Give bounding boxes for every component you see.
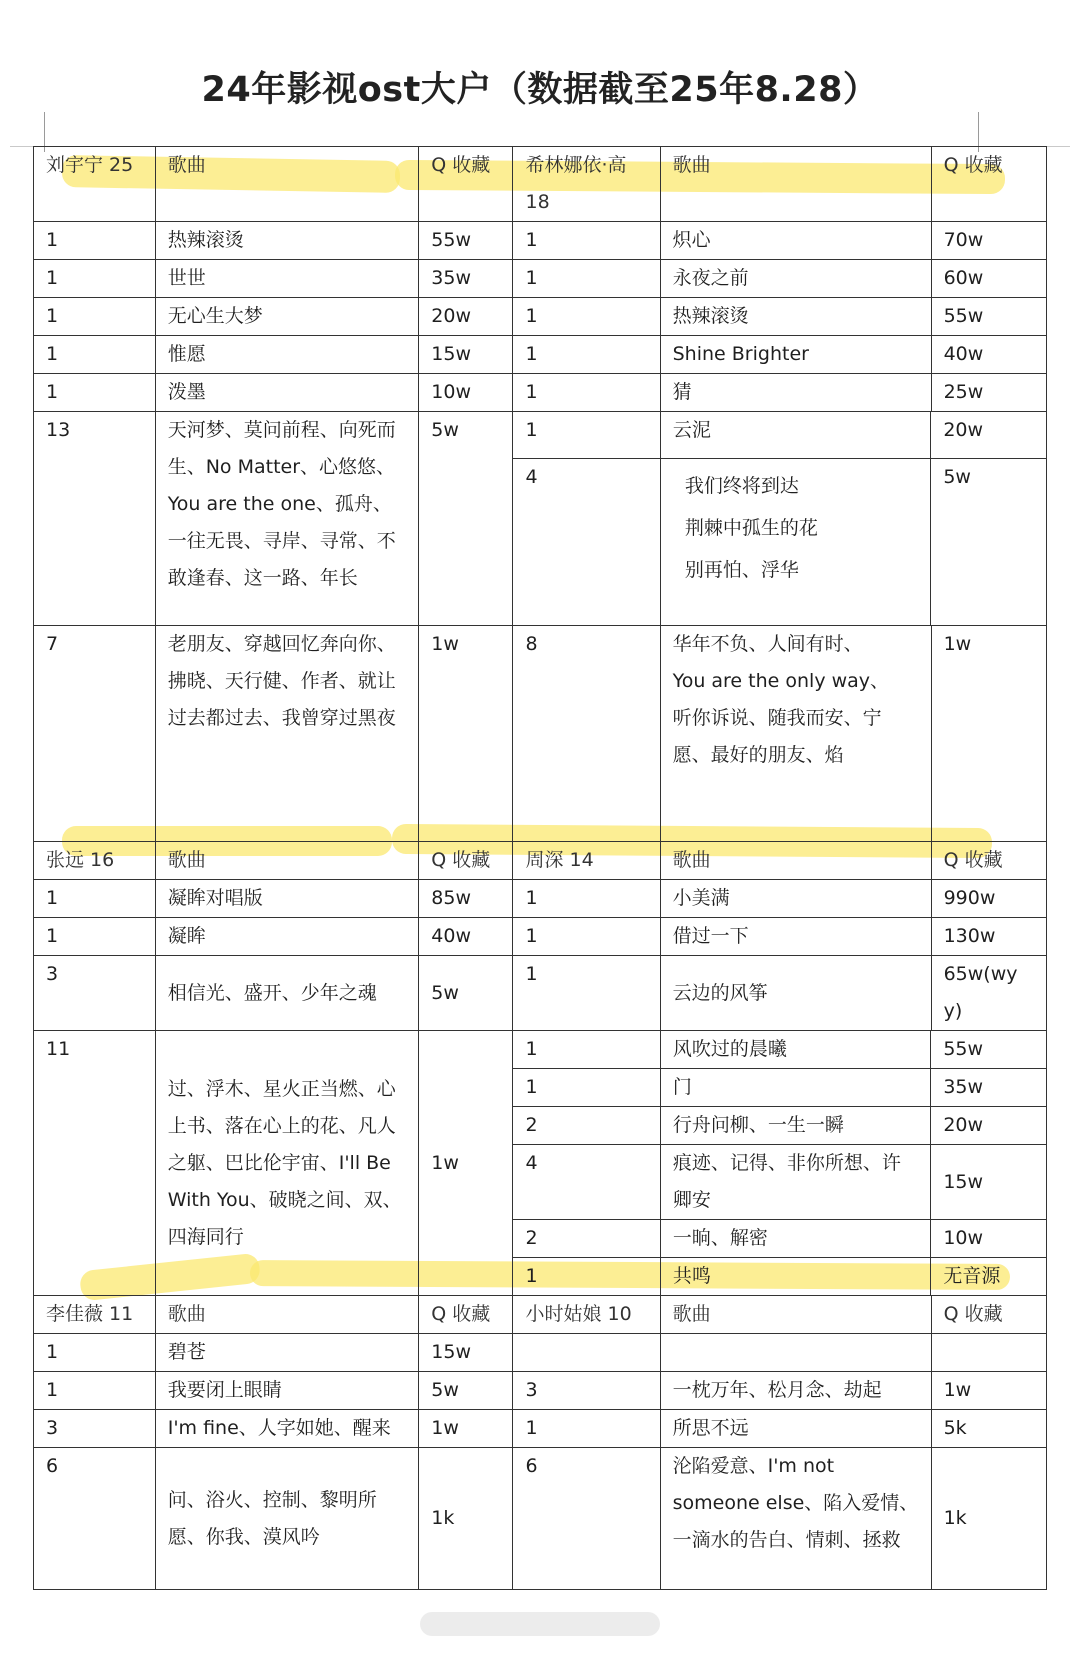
count-cell: 1 bbox=[34, 298, 156, 336]
count-cell: 1 bbox=[513, 374, 660, 412]
q-column-header: Q 收藏 bbox=[931, 1296, 1046, 1334]
q-cell: 5w bbox=[931, 458, 1046, 625]
song-cell: 痕迹、记得、非你所想、许卿安 bbox=[660, 1145, 930, 1220]
table-row bbox=[34, 918, 1047, 956]
q-cell: 130w bbox=[931, 918, 1046, 956]
song-cell: 炽心 bbox=[660, 222, 931, 260]
count-cell: 1 bbox=[34, 336, 156, 374]
q-cell: 40w bbox=[931, 336, 1046, 374]
song-column-header: 歌曲 bbox=[660, 147, 931, 222]
song-cell: 我要闭上眼睛 bbox=[155, 1372, 419, 1410]
ost-table bbox=[33, 146, 1047, 1590]
nested-cell bbox=[513, 1031, 1047, 1296]
q-cell: 1w bbox=[419, 1410, 513, 1448]
table-row bbox=[513, 1145, 1046, 1220]
song-cell: 相信光、盛开、少年之魂 bbox=[155, 956, 419, 1031]
song-cell: 碧苍 bbox=[155, 1334, 419, 1372]
song-cell: 借过一下 bbox=[660, 918, 931, 956]
song-cell: 凝眸对唱版 bbox=[155, 880, 419, 918]
q-column-header: Q 收藏 bbox=[419, 1296, 513, 1334]
count-cell: 6 bbox=[513, 1448, 660, 1590]
song-cell: 风吹过的晨曦 bbox=[660, 1031, 930, 1069]
count-cell: 1 bbox=[34, 918, 156, 956]
song-cell: 一晌、解密 bbox=[660, 1220, 930, 1258]
q-cell: 15w bbox=[419, 336, 513, 374]
count-cell: 3 bbox=[34, 1410, 156, 1448]
song-cell: 沦陷爱意、I'm not someone else、陷入爱情、一滴水的告白、情刺、拯救 bbox=[660, 1448, 931, 1590]
q-cell: 85w bbox=[419, 880, 513, 918]
q-cell: 15w bbox=[419, 1334, 513, 1372]
table-row bbox=[34, 412, 1047, 626]
song-cell bbox=[660, 1334, 931, 1372]
table-row bbox=[34, 298, 1047, 336]
q-cell: 1w bbox=[419, 1031, 513, 1296]
q-cell: 25w bbox=[931, 374, 1046, 412]
count-cell: 6 bbox=[34, 1448, 156, 1590]
count-cell: 1 bbox=[34, 222, 156, 260]
song-line: 别再怕、浮华 bbox=[684, 558, 799, 581]
song-cell: 永夜之前 bbox=[660, 260, 931, 298]
song-line: 我们终将到达 bbox=[684, 474, 799, 497]
song-cell: 惟愿 bbox=[155, 336, 419, 374]
q-cell: 5w bbox=[419, 1372, 513, 1410]
table-row bbox=[513, 1220, 1046, 1258]
nested-cell bbox=[513, 412, 1047, 626]
song-column-header: 歌曲 bbox=[155, 842, 419, 880]
section-header-row bbox=[34, 842, 1047, 880]
q-cell: 5w bbox=[419, 956, 513, 1031]
song-cell: I'm fine、人字如她、醒来 bbox=[155, 1410, 419, 1448]
table-row bbox=[34, 374, 1047, 412]
table-row bbox=[34, 260, 1047, 298]
artist-header: 希林娜依·高18 bbox=[513, 147, 660, 222]
q-cell: 1k bbox=[419, 1448, 513, 1590]
q-cell: 35w bbox=[419, 260, 513, 298]
table-row bbox=[513, 412, 1046, 458]
count-cell: 1 bbox=[34, 374, 156, 412]
count-cell: 4 bbox=[513, 458, 660, 625]
count-cell: 2 bbox=[513, 1220, 660, 1258]
q-column-header: Q 收藏 bbox=[931, 842, 1046, 880]
q-cell: 15w bbox=[931, 1145, 1046, 1220]
table-row bbox=[34, 222, 1047, 260]
section-header-row bbox=[34, 147, 1047, 222]
song-cell: 无心生大梦 bbox=[155, 298, 419, 336]
count-cell: 1 bbox=[513, 336, 660, 374]
q-cell: 20w bbox=[931, 1107, 1046, 1145]
artist-header: 张远 16 bbox=[34, 842, 156, 880]
count-cell: 1 bbox=[525, 419, 538, 441]
song-column-header: 歌曲 bbox=[660, 842, 931, 880]
count-cell: 3 bbox=[34, 956, 156, 1031]
song-cell: 共鸣 bbox=[660, 1258, 930, 1296]
count-cell: 1 bbox=[513, 918, 660, 956]
song-cell: 猜 bbox=[660, 374, 931, 412]
count-cell: 1 bbox=[513, 1410, 660, 1448]
q-cell: 10w bbox=[419, 374, 513, 412]
artist-header: 李佳薇 11 bbox=[34, 1296, 156, 1334]
table-row bbox=[513, 458, 1046, 625]
song-cell bbox=[660, 458, 930, 625]
count-cell: 1 bbox=[525, 1038, 538, 1060]
table-row bbox=[34, 956, 1047, 1031]
table-row bbox=[34, 1448, 1047, 1590]
count-cell: 1 bbox=[34, 260, 156, 298]
count-cell: 1 bbox=[513, 956, 660, 1031]
song-column-header: 歌曲 bbox=[155, 147, 419, 222]
count-cell: 4 bbox=[513, 1145, 660, 1220]
q-cell: 1k bbox=[931, 1448, 1046, 1590]
song-cell: 世世 bbox=[155, 260, 419, 298]
song-cell: 热辣滚烫 bbox=[155, 222, 419, 260]
table-row bbox=[513, 1258, 1046, 1296]
home-indicator bbox=[420, 1612, 660, 1636]
q-cell: 990w bbox=[931, 880, 1046, 918]
table-row bbox=[34, 1031, 1047, 1296]
table-row bbox=[34, 880, 1047, 918]
count-cell: 3 bbox=[513, 1372, 660, 1410]
q-cell: 10w bbox=[931, 1220, 1046, 1258]
q-cell: 20w bbox=[419, 298, 513, 336]
nested-table bbox=[513, 1031, 1046, 1295]
count-cell: 13 bbox=[34, 412, 156, 626]
song-cell: 一枕万年、松月念、劫起 bbox=[660, 1372, 931, 1410]
table-row bbox=[513, 1107, 1046, 1145]
count-cell: 7 bbox=[34, 626, 156, 842]
artist-header: 小时姑娘 10 bbox=[513, 1296, 660, 1334]
q-cell: 60w bbox=[931, 260, 1046, 298]
song-cell: 门 bbox=[660, 1069, 930, 1107]
count-cell bbox=[513, 1334, 660, 1372]
section-header-row bbox=[34, 1296, 1047, 1334]
q-cell: 55w bbox=[931, 1031, 1046, 1069]
q-cell: 55w bbox=[419, 222, 513, 260]
q-column-header: Q 收藏 bbox=[419, 842, 513, 880]
q-cell: 65w(wyy) bbox=[931, 956, 1046, 1031]
q-cell: 20w bbox=[931, 412, 1046, 458]
song-cell: 天河梦、莫问前程、向死而生、No Matter、心悠悠、You are the one、孤舟、一往无畏、寻岸、寻常、不敢逢春、这一路、年长 bbox=[155, 412, 419, 626]
song-cell: 老朋友、穿越回忆奔向你、拂晓、天行健、作者、就让过去都过去、我曾穿过黑夜 bbox=[155, 626, 419, 842]
count-cell: 1 bbox=[513, 1258, 660, 1296]
q-cell bbox=[931, 1334, 1046, 1372]
table-row bbox=[513, 1069, 1046, 1107]
song-cell: 小美满 bbox=[660, 880, 931, 918]
artist-header: 周深 14 bbox=[513, 842, 660, 880]
q-cell: 40w bbox=[419, 918, 513, 956]
song-cell: 云边的风筝 bbox=[660, 956, 931, 1031]
count-cell: 8 bbox=[513, 626, 660, 842]
song-cell: 过、浮木、星火正当燃、心上书、落在心上的花、凡人之躯、巴比伦宇宙、I'll Be With You、破晓之间、双、四海同行 bbox=[155, 1031, 419, 1296]
count-cell: 1 bbox=[34, 1334, 156, 1372]
q-cell: 1w bbox=[419, 626, 513, 842]
song-cell: 所思不远 bbox=[660, 1410, 931, 1448]
q-cell: 5w bbox=[419, 412, 513, 626]
count-cell: 1 bbox=[513, 880, 660, 918]
q-cell: 55w bbox=[931, 298, 1046, 336]
song-column-header: 歌曲 bbox=[155, 1296, 419, 1334]
page-title: 24年影视ost大户（数据截至25年8.28） bbox=[201, 70, 879, 110]
table-row bbox=[34, 1410, 1047, 1448]
table-row bbox=[34, 626, 1047, 842]
count-cell: 1 bbox=[34, 1372, 156, 1410]
song-line: 荆棘中孤生的花 bbox=[684, 516, 818, 539]
song-cell: 凝眸 bbox=[155, 918, 419, 956]
q-column-header: Q 收藏 bbox=[419, 147, 513, 222]
count-cell: 11 bbox=[34, 1031, 156, 1296]
count-cell: 1 bbox=[513, 222, 660, 260]
song-cell: 热辣滚烫 bbox=[660, 298, 931, 336]
q-cell: 1w bbox=[931, 1372, 1046, 1410]
table-row bbox=[34, 1334, 1047, 1372]
q-cell: 无音源 bbox=[931, 1258, 1046, 1296]
table-row bbox=[34, 336, 1047, 374]
q-cell: 35w bbox=[931, 1069, 1046, 1107]
song-cell: Shine Brighter bbox=[660, 336, 931, 374]
song-cell: 华年不负、人间有时、You are the only way、听你诉说、随我而安、宁愿、最好的朋友、焰 bbox=[660, 626, 931, 842]
table-row bbox=[513, 1031, 1046, 1069]
song-column-header: 歌曲 bbox=[660, 1296, 931, 1334]
artist-header: 刘宇宁 25 bbox=[34, 147, 156, 222]
count-cell: 2 bbox=[513, 1107, 660, 1145]
q-cell: 1w bbox=[931, 626, 1046, 842]
q-column-header: Q 收藏 bbox=[931, 147, 1046, 222]
nested-table bbox=[513, 412, 1046, 625]
q-cell: 5k bbox=[931, 1410, 1046, 1448]
song-cell: 行舟问柳、一生一瞬 bbox=[660, 1107, 930, 1145]
song-cell: 泼墨 bbox=[155, 374, 419, 412]
song-cell: 云泥 bbox=[660, 412, 930, 458]
count-cell: 1 bbox=[34, 880, 156, 918]
song-cell: 问、浴火、控制、黎明所愿、你我、漠风吟 bbox=[155, 1448, 419, 1590]
q-cell: 70w bbox=[931, 222, 1046, 260]
count-cell: 1 bbox=[513, 260, 660, 298]
table-row bbox=[34, 1372, 1047, 1410]
count-cell: 1 bbox=[513, 298, 660, 336]
count-cell: 1 bbox=[513, 1069, 660, 1107]
